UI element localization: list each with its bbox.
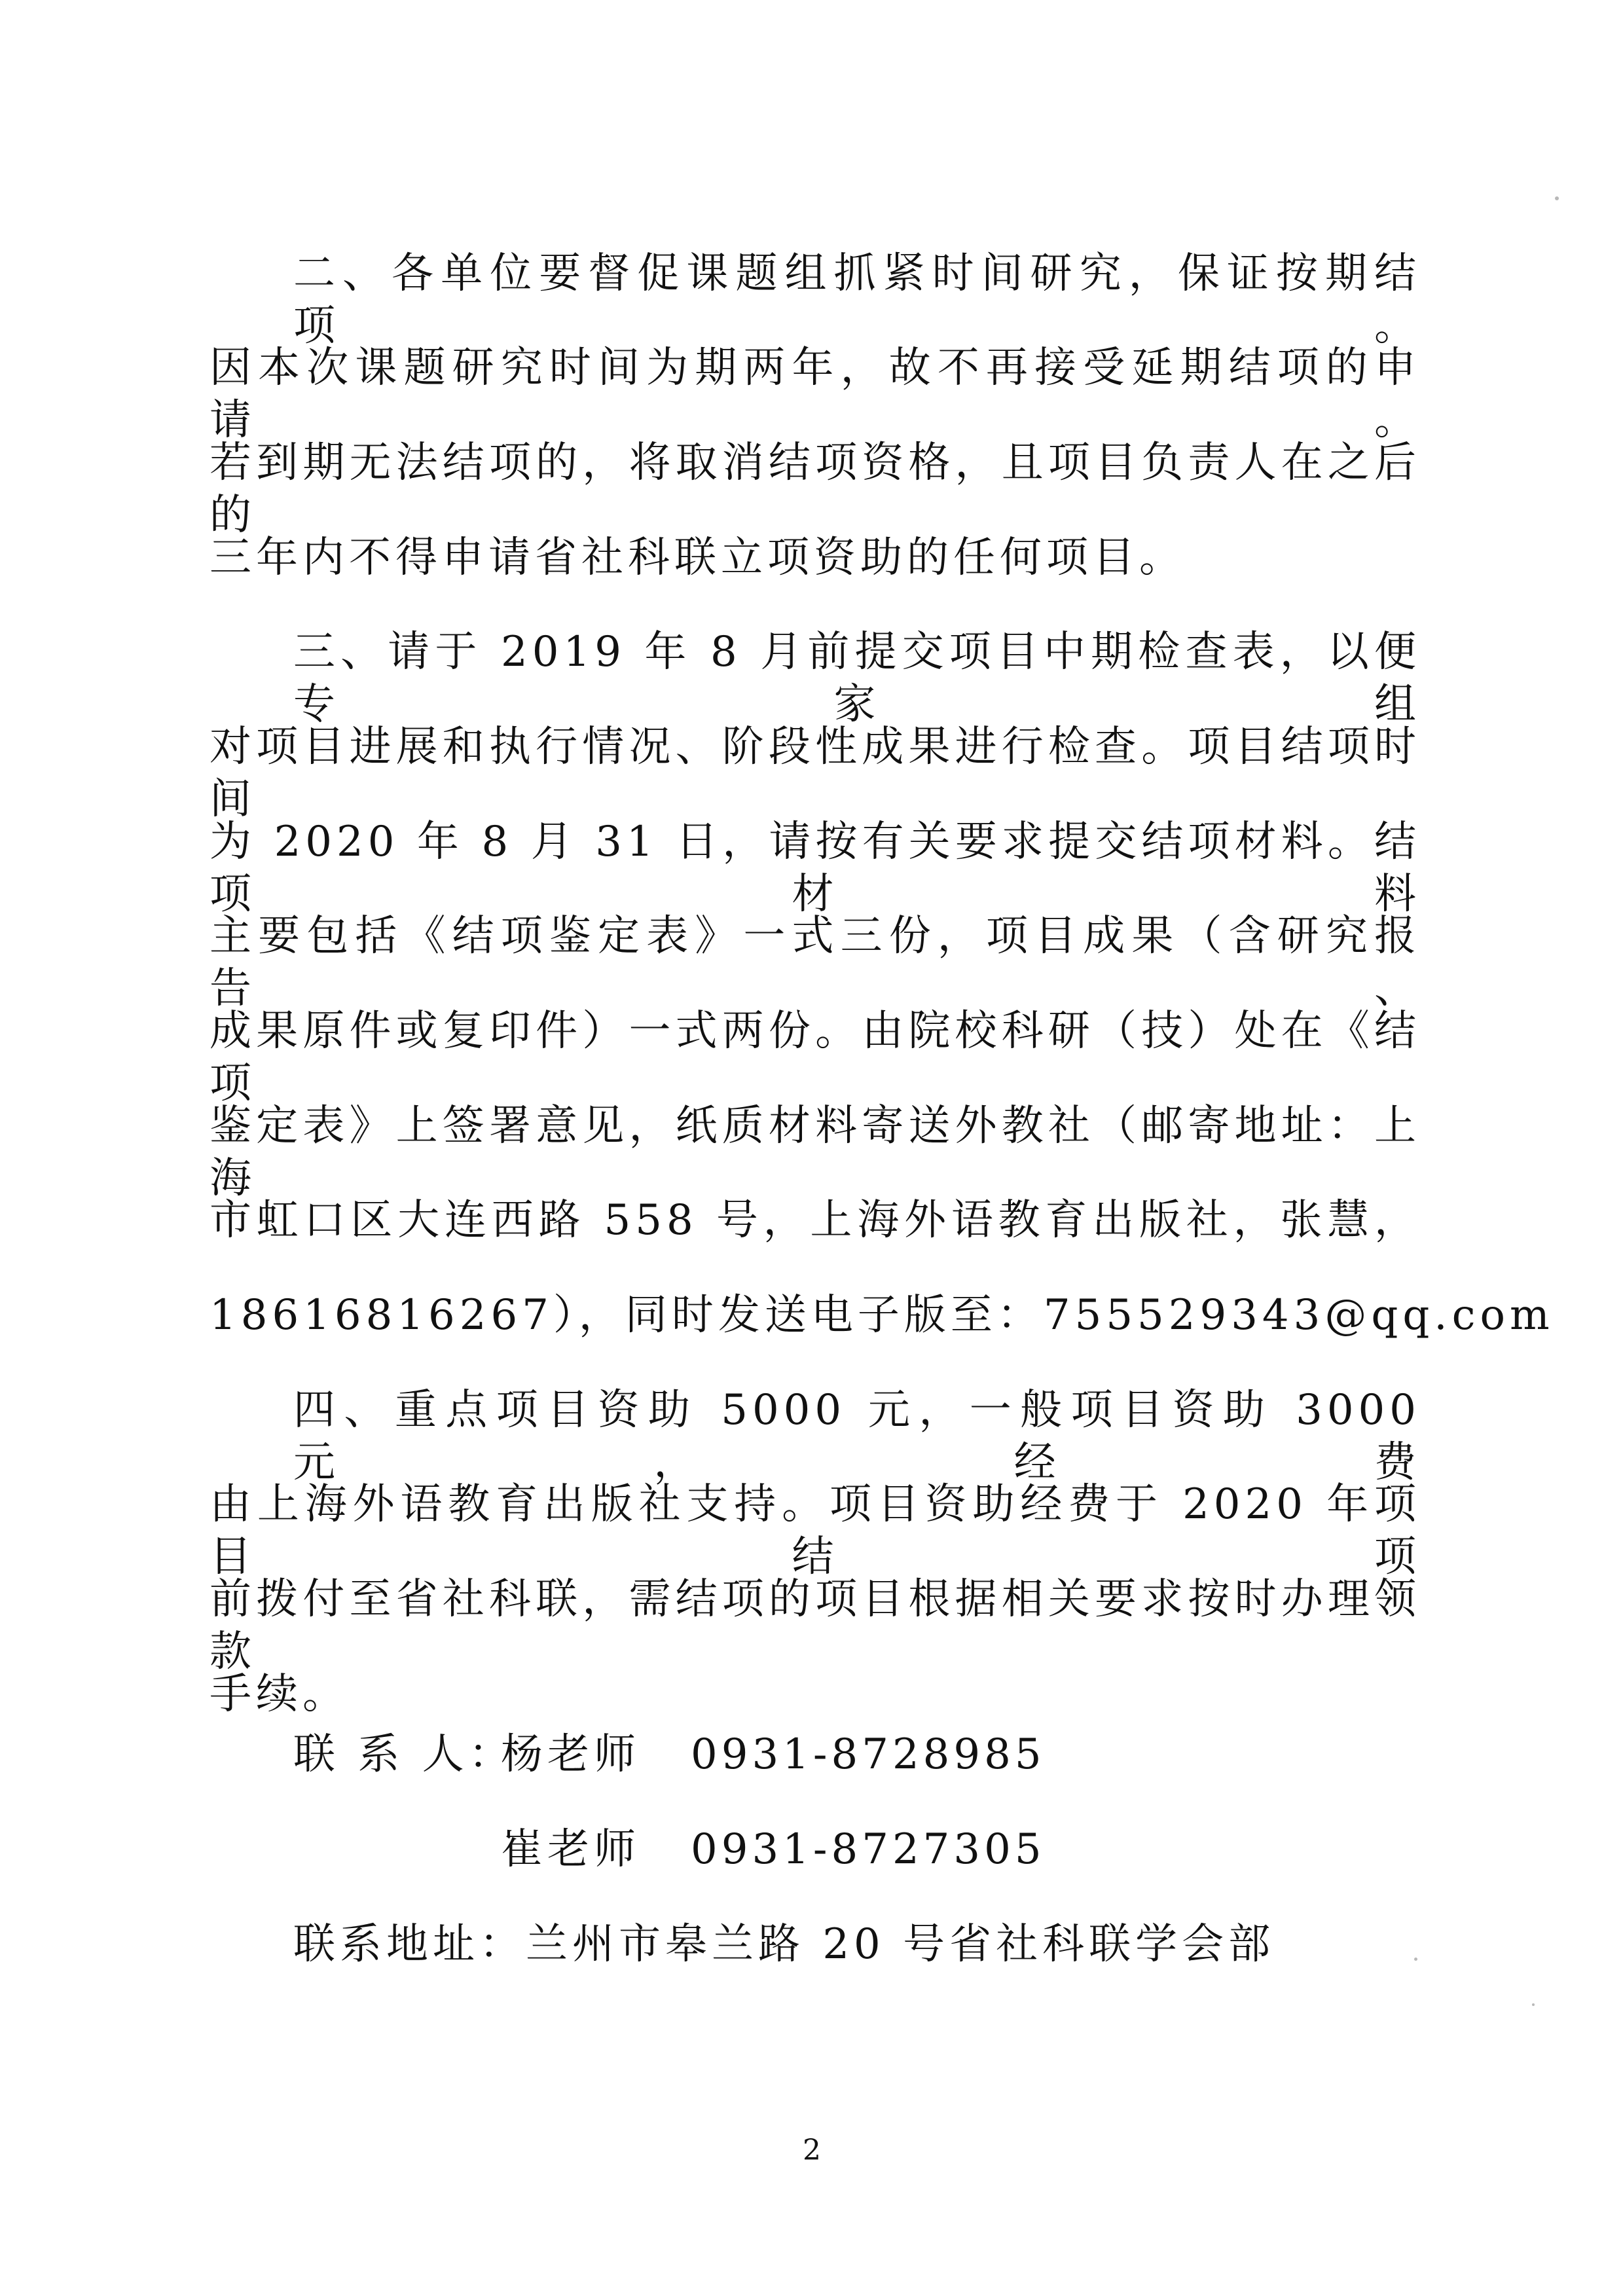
body-line: 四、重点项目资助 5000 元，一般项目资助 3000 元，经费 [293, 1386, 1421, 1487]
body-line: 手续。 [210, 1670, 349, 1719]
scan-speck [1532, 2003, 1535, 2006]
contact-name-cui: 崔老师 [501, 1825, 640, 1874]
body-line: 由上海外语教育出版社支持。项目资助经费于 2020 年项目结项 [210, 1480, 1421, 1581]
body-line: 成果原件或复印件）一式两份。由院校科研（技）处在《结项 [210, 1007, 1421, 1108]
body-line: 主要包括《结项鉴定表》一式三份，项目成果（含研究报告、 [210, 912, 1421, 1013]
body-line: 三年内不得申请省社科联立项资助的任何项目。 [210, 534, 1186, 582]
contact-phone-cui: 0931-8727305 [691, 1825, 1046, 1874]
body-line: 因本次课题研究时间为期两年，故不再接受延期结项的申请。 [210, 344, 1421, 445]
body-line: 二、各单位要督促课题组抓紧时间研究，保证按期结项。 [293, 249, 1421, 350]
contact-person-label: 联 系 人： [293, 1730, 515, 1779]
contact-name-yang: 杨老师 [501, 1730, 640, 1779]
body-line: 若到期无法结项的，将取消结项资格，且项目负责人在之后的 [210, 439, 1421, 539]
body-line: 前拨付至省社科联，需结项的项目根据相关要求按时办理领款 [210, 1575, 1421, 1676]
scan-speck [1555, 196, 1559, 200]
page-number: 2 [803, 2134, 821, 2167]
scan-speck [1414, 1958, 1417, 1961]
body-line: 三、请于 2019 年 8 月前提交项目中期检查表，以便专家组 [293, 628, 1421, 729]
contact-address: 联系地址：兰州市皋兰路 20 号省社科联学会部 [293, 1920, 1275, 1969]
body-line: 鉴定表》上签署意见，纸质材料寄送外教社（邮寄地址：上海 [210, 1102, 1421, 1203]
body-line: 为 2020 年 8 月 31 日，请按有关要求提交结项材料。结项材料 [210, 818, 1421, 919]
body-line: 对项目进展和执行情况、阶段性成果进行检查。项目结项时间 [210, 723, 1421, 824]
body-line: 18616816267），同时发送电子版至：755529343@qq.com [210, 1291, 1554, 1339]
body-line: 市虹口区大连西路 558 号，上海外语教育出版社，张慧， [210, 1196, 1421, 1245]
contact-phone-yang: 0931-8728985 [691, 1730, 1046, 1779]
